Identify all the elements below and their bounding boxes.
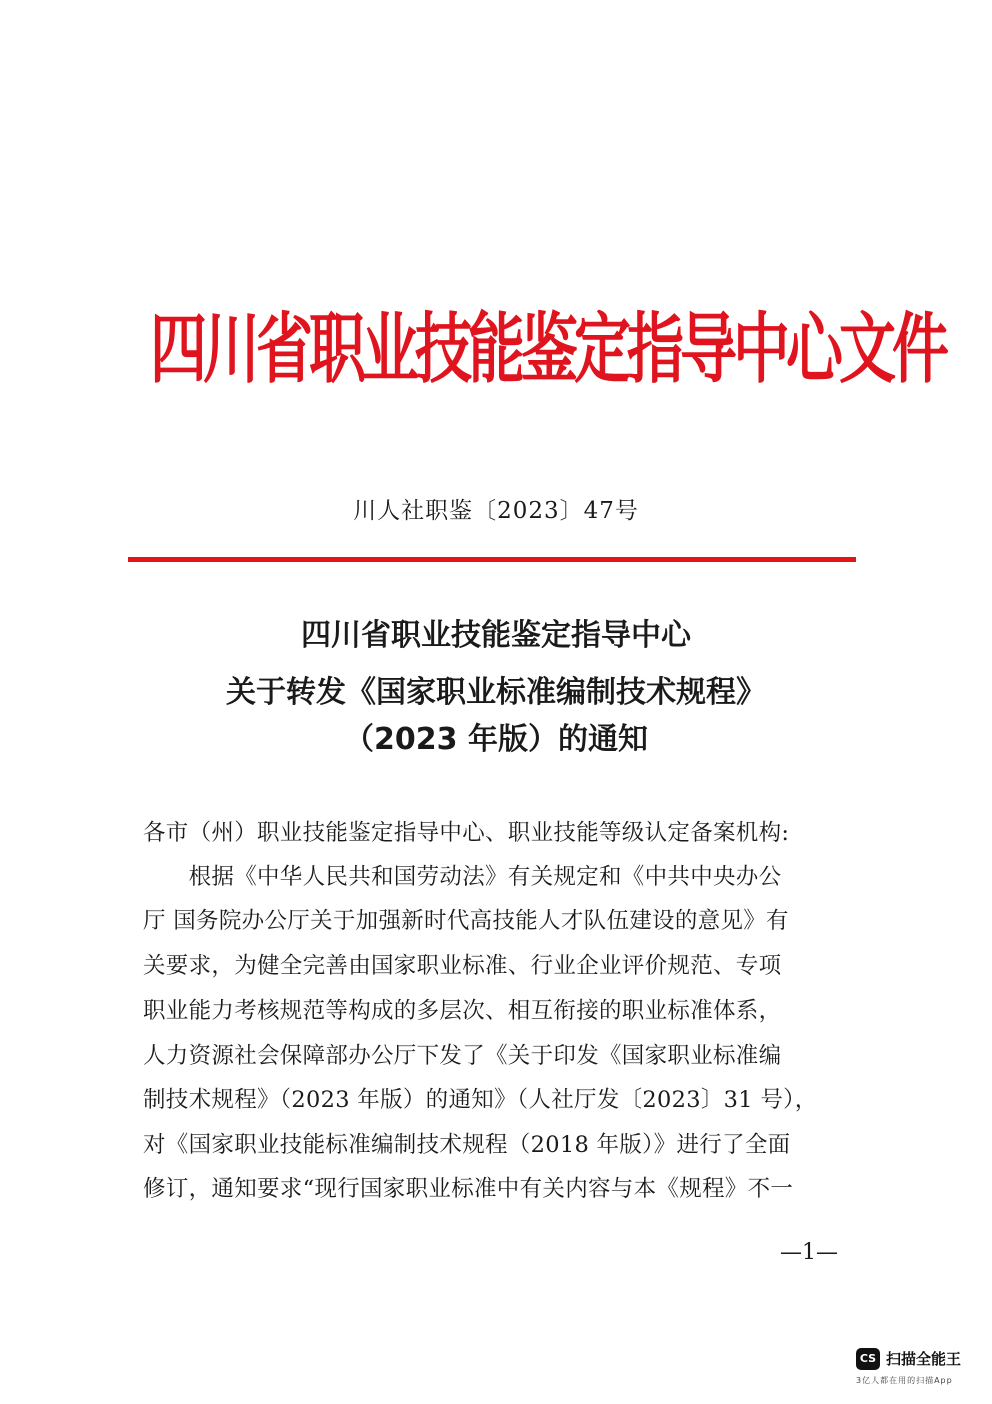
salutation: 各市（州）职业技能鉴定指导中心、职业技能等级认定备案机构:	[143, 820, 790, 846]
camscanner-logo-icon: CS	[856, 1348, 880, 1370]
body-line: 制技术规程》（2023 年版）的通知》（人社厅发〔2023〕31 号），	[143, 1087, 818, 1113]
notice-title-line-1: 四川省职业技能鉴定指导中心	[301, 618, 691, 653]
document-number: 川人社职鉴〔2023〕47号	[353, 498, 639, 524]
header-divider	[128, 557, 856, 562]
body-line: 职业能力考核规范等构成的多层次、相互衔接的职业标准体系，	[143, 998, 782, 1024]
body-line: 厅 国务院办公厅关于加强新时代高技能人才队伍建设的意见》有	[143, 908, 789, 934]
watermark-app-name: 扫描全能王	[886, 1350, 962, 1368]
body-line: 对《国家职业技能标准编制技术规程（2018 年版）》进行了全面	[143, 1132, 791, 1158]
watermark-tagline: 3亿人都在用的扫描App	[856, 1376, 953, 1385]
body-line: 关要求，为健全完善由国家职业标准、行业企业评价规范、专项	[143, 953, 782, 979]
notice-title-line-3: （2023 年版）的通知	[344, 722, 648, 757]
page-number: —1—	[780, 1240, 838, 1265]
body-line: 人力资源社会保障部办公厅下发了《关于印发《国家职业标准编	[143, 1043, 782, 1069]
body-line: 根据《中华人民共和国劳动法》有关规定和《中共中央办公	[143, 864, 782, 890]
notice-title-line-2: 关于转发《国家职业标准编制技术规程》	[226, 675, 766, 710]
body-line: 修订，通知要求“现行国家职业标准中有关内容与本《规程》不一	[143, 1176, 794, 1202]
agency-title: 四川省职业技能鉴定指导中心文件	[150, 305, 945, 395]
scanner-watermark	[856, 1348, 976, 1398]
